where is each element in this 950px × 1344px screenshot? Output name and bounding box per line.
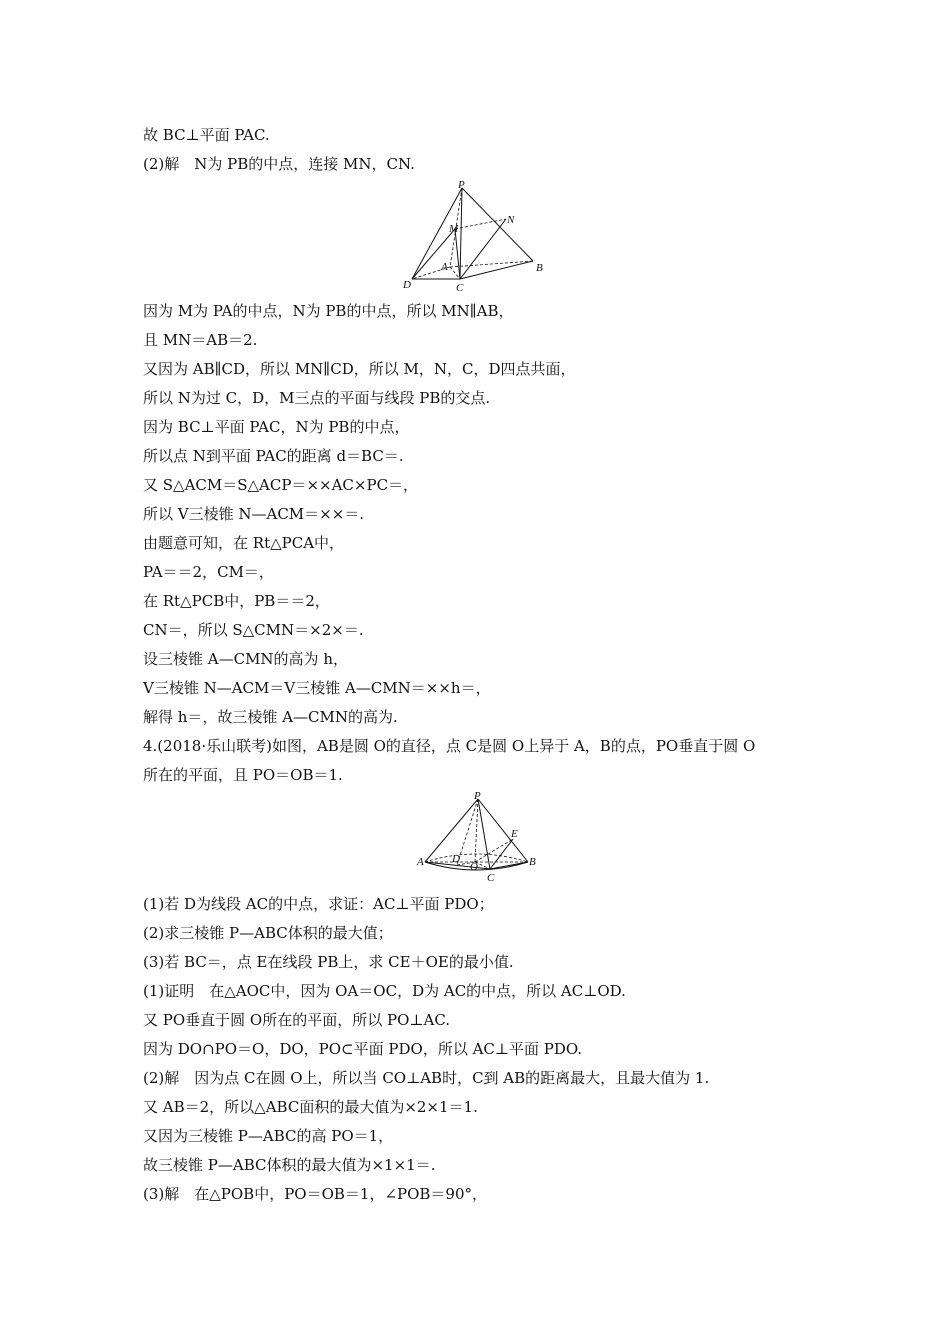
label-d: D xyxy=(403,279,411,291)
cone-figure xyxy=(412,790,542,885)
text-line: 又因为 AB∥CD，所以 MN∥CD，所以 M，N，C，D四点共面， xyxy=(143,360,576,378)
text-line: (1)证明 在△AOC中，因为 OA＝OC，D为 AC的中点，所以 AC⊥OD. xyxy=(143,982,626,1000)
text-line: (2)解 因为点 C在圆 O上，所以当 CO⊥AB时，C到 AB的距离最大，且最大值为 1. xyxy=(143,1069,710,1087)
label-p: P xyxy=(458,180,465,191)
text-line: 因为 DO∩PO＝O，DO，PO⊂平面 PDO，所以 AC⊥平面 PDO. xyxy=(143,1040,583,1058)
text-line: 所在的平面，且 PO＝OB＝1. xyxy=(143,766,343,784)
text-line: (3)若 BC＝，点 E在线段 PB上，求 CE＋OE的最小值. xyxy=(143,953,514,971)
text-line: 又 AB＝2，所以△ABC面积的最大值为×2×1＝1. xyxy=(143,1098,478,1116)
text-line: 又因为三棱锥 P—ABC的高 PO＝1， xyxy=(143,1127,394,1145)
text-line: CN＝，所以 S△CMN＝×2×＝. xyxy=(143,621,364,639)
label-e: E xyxy=(511,828,518,840)
text-line: (1)若 D为线段 AC的中点，求证：AC⊥平面 PDO； xyxy=(143,895,494,913)
text-line: 解得 h＝，故三棱锥 A—CMN的高为. xyxy=(143,708,398,726)
text-line: V三棱锥 N—ACM＝V三棱锥 A—CMN＝××h＝， xyxy=(143,679,491,697)
text-line: 因为 M为 PA的中点，N为 PB的中点，所以 MN∥AB， xyxy=(143,302,514,320)
text-line: (2)求三棱锥 P—ABC体积的最大值； xyxy=(143,924,393,942)
text-line: 又 PO垂直于圆 O所在的平面，所以 PO⊥AC. xyxy=(143,1011,451,1029)
text-line: 故三棱锥 P—ABC体积的最大值为×1×1＝. xyxy=(143,1156,436,1174)
text-line: 且 MN＝AB＝2. xyxy=(143,331,258,349)
text-line: 所以点 N到平面 PAC的距离 d＝BC＝. xyxy=(143,447,404,465)
text-line: 所以 V三棱锥 N—ACM＝××＝. xyxy=(143,505,365,523)
text-line: 在 Rt△PCB中，PB＝＝2， xyxy=(143,592,330,610)
text-line: PA＝＝2，CM＝， xyxy=(143,563,274,581)
label-d: D xyxy=(452,853,460,865)
text-line: 设三棱锥 A—CMN的高为 h， xyxy=(143,650,348,668)
label-n: N xyxy=(507,214,515,226)
label-c: C xyxy=(456,282,464,294)
label-m: M xyxy=(449,223,459,235)
label-b: B xyxy=(536,262,543,274)
label-c: C xyxy=(487,872,495,884)
text-line: (3)解 在△POB中，PO＝OB＝1，∠POB＝90°， xyxy=(143,1185,488,1203)
text-line: 由题意可知，在 Rt△PCA中， xyxy=(143,534,345,552)
text-line: 4.(2018·乐山联考)如图，AB是圆 O的直径，点 C是圆 O上异于 A，B的点，PO垂直于圆 O xyxy=(143,737,756,755)
label-p: P xyxy=(474,790,481,802)
label-o: O xyxy=(470,861,478,873)
label-a: A xyxy=(441,261,448,273)
text-line: 又 S△ACM＝S△ACP＝××AC×PC＝， xyxy=(143,476,419,494)
text-line: (2)解 N为 PB的中点，连接 MN，CN. xyxy=(143,155,415,173)
label-a: A xyxy=(417,856,424,868)
text-line: 故 BC⊥平面 PAC. xyxy=(143,126,270,144)
pyramid-figure xyxy=(400,180,550,295)
label-b: B xyxy=(529,856,536,868)
text-line: 因为 BC⊥平面 PAC，N为 PB的中点， xyxy=(143,418,410,436)
text-line: 所以 N为过 C，D，M三点的平面与线段 PB的交点. xyxy=(143,389,491,407)
